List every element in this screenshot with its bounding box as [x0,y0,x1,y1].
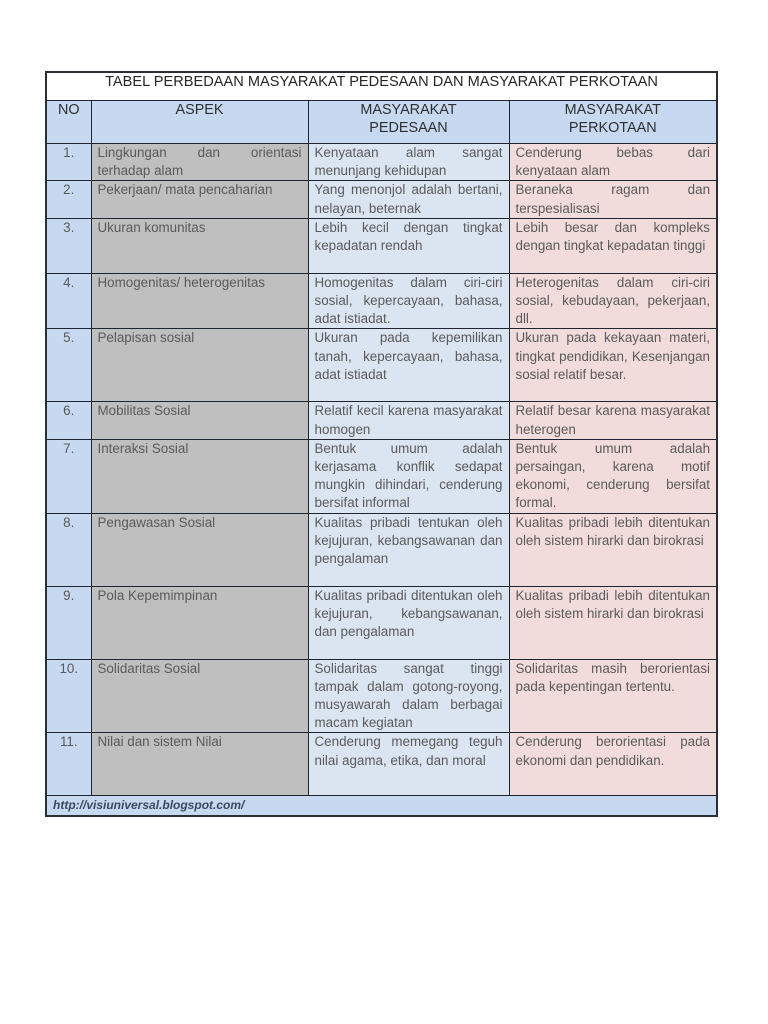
table-row [46,402,717,439]
row-aspek: Solidaritas Sosial [91,659,308,733]
row-perkotaan: Cenderung berorientasi pada ekonomi dan pendidikan. [509,733,717,796]
table-footer-row [46,796,717,816]
row-number: 2. [46,181,91,218]
row-aspek: Homogenitas/ heterogenitas [91,273,308,329]
row-pedesaan: Ukuran pada kepemilikan tanah, kepercayaan, bahasa, adat istiadat [308,329,509,402]
table-row [46,329,717,402]
row-aspek: Lingkungan dan orientasi terhadap alam [91,144,308,181]
row-pedesaan: Relatif kecil karena masyarakat homogen [308,402,509,439]
row-perkotaan: Solidaritas masih berorientasi pada kepentingan tertentu. [509,659,717,733]
row-perkotaan: Kualitas pribadi lebih ditentukan oleh sistem hirarki dan birokrasi [509,513,717,586]
row-number: 8. [46,513,91,586]
table-header-row [46,101,717,144]
row-perkotaan: Relatif besar karena masyarakat heterogen [509,402,717,439]
row-aspek: Pengawasan Sosial [91,513,308,586]
table-row [46,144,717,181]
row-perkotaan: Ukuran pada kekayaan materi, tingkat pendidikan, Kesenjangan sosial relatif besar. [509,329,717,402]
row-aspek: Ukuran komunitas [91,218,308,273]
row-number: 7. [46,439,91,513]
row-number: 4. [46,273,91,329]
header-pedesaan-line1: MASYARAKAT [360,102,457,118]
row-aspek: Mobilitas Sosial [91,402,308,439]
row-number: 1. [46,144,91,181]
row-aspek: Pola Kepemimpinan [91,586,308,659]
row-perkotaan: Bentuk umum adalah persaingan, karena motif ekonomi, cenderung bersifat formal. [509,439,717,513]
row-aspek: Interaksi Sosial [91,439,308,513]
comparison-table [45,71,718,817]
row-aspek: Pelapisan sosial [91,329,308,402]
header-aspek [91,101,308,144]
table-row [46,586,717,659]
table-row [46,273,717,329]
source-url-text: http://visiuniversal.blogspot.com/ [46,796,717,816]
row-pedesaan: Kualitas pribadi ditentukan oleh kejujuran, kebangsawanan, dan pengalaman [308,586,509,659]
header-pedesaan-line2: PEDESAAN [369,120,448,137]
header-pedesaan [308,101,509,144]
row-pedesaan: Bentuk umum adalah kerjasama konflik sedapat mungkin dihindari, cenderung bersifat informal [308,439,509,513]
row-number: 9. [46,586,91,659]
table-row [46,733,717,796]
header-aspek-label: ASPEK [175,102,224,118]
header-perkotaan [509,101,717,144]
header-perkotaan-line2: PERKOTAAN [568,120,657,137]
header-no [46,101,91,144]
row-number: 3. [46,218,91,273]
row-aspek: Nilai dan sistem Nilai [91,733,308,796]
table-row [46,659,717,733]
row-pedesaan: Yang menonjol adalah bertani, nelayan, beternak [308,181,509,218]
table-row [46,439,717,513]
row-perkotaan: Lebih besar dan kompleks dengan tingkat kepadatan tinggi [509,218,717,273]
row-pedesaan: Kualitas pribadi tentukan oleh kejujuran, kebangsawanan dan pengalaman [308,513,509,586]
row-perkotaan: Cenderung bebas dari kenyataan alam [509,144,717,181]
row-pedesaan: Homogenitas dalam ciri-ciri sosial, kepercayaan, bahasa, adat istiadat. [308,273,509,329]
row-pedesaan: Cenderung memegang teguh nilai agama, etika, dan moral [308,733,509,796]
row-number: 5. [46,329,91,402]
table-row [46,513,717,586]
row-aspek: Pekerjaan/ mata pencaharian [91,181,308,218]
table-title-row [46,72,717,101]
row-pedesaan: Kenyataan alam sangat menunjang kehidupan [308,144,509,181]
row-pedesaan: Lebih kecil dengan tingkat kepadatan rendah [308,218,509,273]
row-perkotaan: Heterogenitas dalam ciri-ciri sosial, kebudayaan, pekerjaan, dll. [509,273,717,329]
row-perkotaan: Beraneka ragam dan terspesialisasi [509,181,717,218]
row-number: 11. [46,733,91,796]
header-no-label: NO [57,102,80,118]
row-pedesaan: Solidaritas sangat tinggi tampak dalam gotong-royong, musyawarah dalam berbagai macam kegiatan [308,659,509,733]
row-number: 6. [46,402,91,439]
row-number: 10. [46,659,91,733]
table-row [46,218,717,273]
table-title: TABEL PERBEDAAN MASYARAKAT PEDESAAN DAN MASYARAKAT PERKOTAAN [46,72,717,101]
table-row [46,181,717,218]
row-perkotaan: Kualitas pribadi lebih ditentukan oleh sistem hirarki dan birokrasi [509,586,717,659]
header-perkotaan-line1: MASYARAKAT [564,102,661,118]
